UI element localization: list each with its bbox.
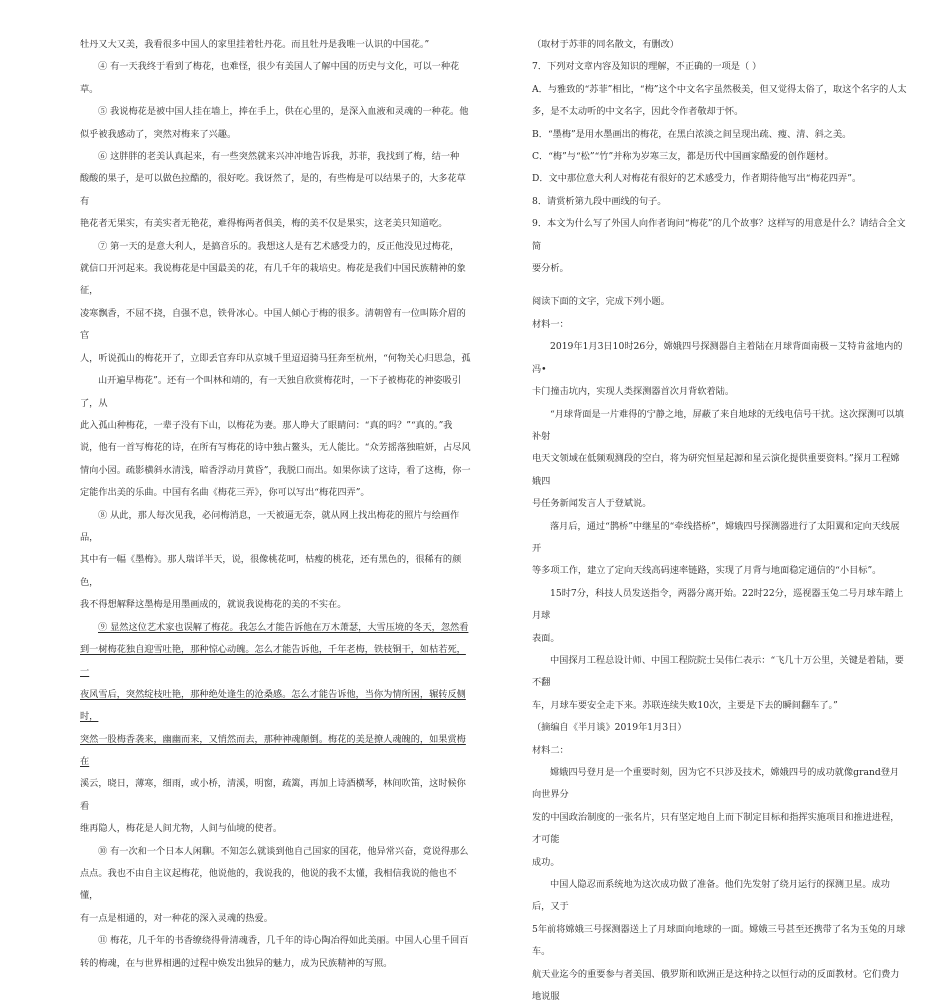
right-text-line: C．“梅”与“松”“竹”并称为岁寒三友，都是历代中国画家酷爱的创作题材。 (532, 151, 834, 163)
left-text-line: 就信口开河起来。我说梅花是中国最美的花，有几千年的栽培史。梅花是我们中国民族精神的象征， (80, 263, 466, 297)
right-text-line: “月球背面是一片难得的宁静之地，屏蔽了来自地球的无线电信号干扰。这次探测可以填补射 (532, 408, 904, 442)
left-text-line: 情向小园。疏影横斜水清浅，暗香浮动月黄昏”，我脱口而出。如果你读了这诗，看了这梅，你一 (80, 464, 471, 476)
left-text-line: 凌寒飘香，不屈不挠，自强不息，铁骨冰心。中国人倾心于梅的很多。清朝曾有一位叫陈介眉的官 (80, 307, 466, 342)
left-text-line: 到一树梅花独自迎雪吐艳，那种惊心动魄。怎么才能告诉他，千年老梅，铁枝铜干，如枯若死，一 (80, 643, 466, 678)
left-text-line: 维再隐人，梅花是人间尤物，人间与仙境的使者。 (80, 823, 283, 835)
left-text-line: ⑧ 从此，那人每次见我，必问梅消息，一天被逼无奈，就从网上找出梅花的照片与绘画作品， (80, 509, 460, 543)
right-text-line: （摘编自《半月谈》2019年1月3日） (532, 722, 687, 734)
right-text-line: 多，是不太动听的中文名字，因此令作者敬却于怀。 (532, 106, 744, 118)
right-text-line: 电天文领域在低频观测段的空白，将为研究恒星起源和星云演化提供重要资料。”探月工程嫦娥四 (532, 453, 900, 487)
right-text-line: 要分析。 (532, 263, 569, 275)
left-text-line: ⑤ 我说梅花是被中国人挂在墙上，捧在手上，供在心里的，是深入血液和灵魂的一种花。他 (98, 106, 469, 118)
paragraph-gap (532, 280, 908, 291)
left-text-line: 转的梅魂，在与世界相遇的过程中焕发出独异的魅力，成为民族精神的写照。 (80, 957, 393, 969)
left-text-line: ⑩ 有一次和一个日本人闲聊。不知怎么就谈到他自己国家的国花，他异常兴奋，竟说得那么 (98, 845, 469, 857)
right-text-line: 5年前将嫦娥三号探测器送上了月球面向地球的一面。嫦娥三号甚至还携带了名为玉兔的月球车。 (532, 923, 906, 958)
left-text-line: 山开遍早梅花”。还有一个叫林和靖的，有一天独自欣赏梅花时，一下子被梅花的神姿吸引了，从 (80, 375, 462, 409)
left-text-line: 说，他有一首写梅花的诗，在所有写梅花的诗中独占鳌头，无人能比。“众芳摇落独暄妍，占尽风 (80, 442, 471, 454)
right-text-line: 阅读下面的文字，完成下列小题。 (532, 296, 670, 308)
left-text-line: 突然一股梅香袭来，幽幽而来，又悄然而去，那种神魂颠倒。梅花的美是撩人魂魄的，如果赏梅在 (80, 733, 466, 767)
right-text-line: 2019年1月3日10时26分，嫦娥四号探测器自主着陆在月球背面南极－艾特肯盆地内的冯• (532, 341, 903, 375)
right-text-line: 8．请赏析第九段中画线的句子。 (532, 195, 667, 207)
left-column (80, 34, 472, 975)
right-text-line: 材料二： (532, 744, 569, 756)
left-text-line: ④ 有一天我终于看到了梅花，也难怪，很少有美国人了解中国的历史与文化，可以一种花草。 (80, 61, 460, 95)
right-text-line: 发的中国政治制度的一张名片，只有坚定地自上而下制定目标和指挥实施项目和推进进程，才可能 (532, 811, 900, 846)
right-text-line: 航天业迄今的重要参与者美国、俄罗斯和欧洲正是这种持之以恒行动的反面教材。它们费力地说服 (532, 968, 900, 1003)
right-text-line: 嫦娥四号登月是一个重要时刻，因为它不只涉及技术，嫦娥四号的成功就像grand登月向世界分 (532, 767, 900, 801)
left-text-line: 溪云，晓日，薄寒，细雨，或小桥，清溪，明窗，疏篱，再加上诗酒横琴，林间吹笛，这时候你看 (80, 778, 466, 812)
right-text-line: 中国人隐忍而系统地为这次成功做了准备。他们先发射了绕月运行的探测卫星。成功后，又于 (532, 879, 890, 913)
right-text-line: 卡门撞击坑内，实现人类探测器首次月背软着陆。 (532, 386, 735, 398)
right-column (532, 34, 908, 1008)
right-text-line: 落月后，通过“鹊桥”中继星的“牵线搭桥”，嫦娥四号探测器进行了太阳翼和定向天线展开 (532, 520, 900, 554)
left-text-line: 我不得想解释这墨梅是用墨画成的，就说我说梅花的美的不实在。 (80, 599, 347, 611)
right-text-line: 中国探月工程总设计师、中国工程院院士吴伟仁表示：“飞几十万公里，关键是着陆，要不翻 (532, 654, 904, 689)
right-text-line: 9．本文为什么写了外国人向作者询问“梅花”的几个故事？这样写的用意是什么？请结合全文简 (532, 218, 906, 252)
left-text-line: ⑥ 这胖胖的老美认真起来，有一些突然就来兴冲冲地告诉我，苏菲，我找到了梅，结一种 (98, 151, 460, 163)
left-text-line: 人，听说孤山的梅花开了，立即丢官弃印从京城千里迢迢骑马狂奔至杭州，“何物关心归思急，孤 (80, 352, 471, 364)
right-text-line: 等多项工作，建立了定向天线高码速率链路，实现了月背与地面稳定通信的“小目标”。 (532, 565, 882, 577)
left-text-line: 艳花者无果实，有美实者无艳花，难得梅两者俱美，梅的美不仅是果实，这老美只知道吃。 (80, 218, 448, 230)
left-text-line: ⑨ 显然这位艺术家也误解了梅花。我怎么才能告诉他在万木萧瑟，大雪压境的冬天，忽然看 (98, 621, 469, 633)
left-text-line: 此入孤山种梅花，一辈子没有下山，以梅花为妻。那人睁大了眼睛问：“真的吗？”“真的。”我 (80, 419, 453, 431)
right-text-line: 7．下列对文章内容及知识的理解，不正确的一项是（ ） (532, 61, 762, 73)
left-text-line: ⑪ 梅花，几千年的书香缭绕得骨清魂香，几千年的诗心陶冶得如此美丽。中国人心里千回百 (98, 935, 469, 947)
left-text-line: 点点。我也不由自主议起梅花，他说他的，我说我的，他说的我不太懂，我相信我说的他也不懂， (80, 868, 457, 902)
right-text-line: 号任务新闻发言人于登斌说。 (532, 498, 652, 510)
left-text-line: 夜风雪后，突然绽枝吐艳，那种绝处逢生的沧桑感。怎么才能告诉他，当你为情所困，辗转反侧时， (80, 688, 466, 723)
left-text-line: 有一点是相通的，对一种花的深入灵魂的热爱。 (80, 912, 273, 924)
right-text-line: （取材于苏菲的同名散文，有删改） (532, 39, 679, 50)
left-text-line: 牡丹又大又美，我看很多中国人的家里挂着牡丹花。而且牡丹是我唯一认识的中国花。” (80, 39, 430, 50)
right-text-line: A．与雅致的“苏菲”相比，“梅”这个中文名字虽然极美，但又觉得太俗了，取这个名字的人太 (532, 83, 907, 95)
right-text-line: 成功。 (532, 856, 560, 868)
right-text-line: 15时7分，科技人员发送指令，两器分离开始。22时22分，巡视器玉兔二号月球车踏上月球 (532, 587, 904, 622)
left-text-line: ⑦ 第一天的是意大利人，是搞音乐的。我想这人是有艺术感受力的，反正他没见过梅花， (98, 240, 460, 252)
left-text-line: 酸酸的果子，是可以做色拉酷的，很好吃。我讶然了，是的，有些梅是可以结果子的，大多花草有 (80, 173, 466, 207)
left-text-line: 似乎被我感动了，突然对梅来了兴趣。 (80, 128, 237, 140)
right-text-line: D．文中那位意大利人对梅花有很好的艺术感受力，作者期待他写出“梅花四弄”。 (532, 173, 862, 185)
right-text-line: 材料一： (532, 318, 569, 330)
right-text-line: 表面。 (532, 632, 560, 644)
right-text-line: 车，月球车要安全走下来。苏联连续失败10次，主要是下去的瞬间翻车了。” (532, 699, 838, 711)
right-text-line: B．“墨梅”是用水墨画出的梅花，在黑白浓淡之间呈现出疏、瘦、清、斜之美。 (532, 128, 852, 140)
left-text-line: 定能作出美的乐曲。中国有名曲《梅花三弄》，你可以写出“梅花四弄”。 (80, 487, 370, 499)
left-text-line: 其中有一幅《墨梅》。那人瑞详半天，说，很像桃花呵，枯瘦的桃花，还有黑色的，很稀有的颜色， (80, 554, 462, 588)
